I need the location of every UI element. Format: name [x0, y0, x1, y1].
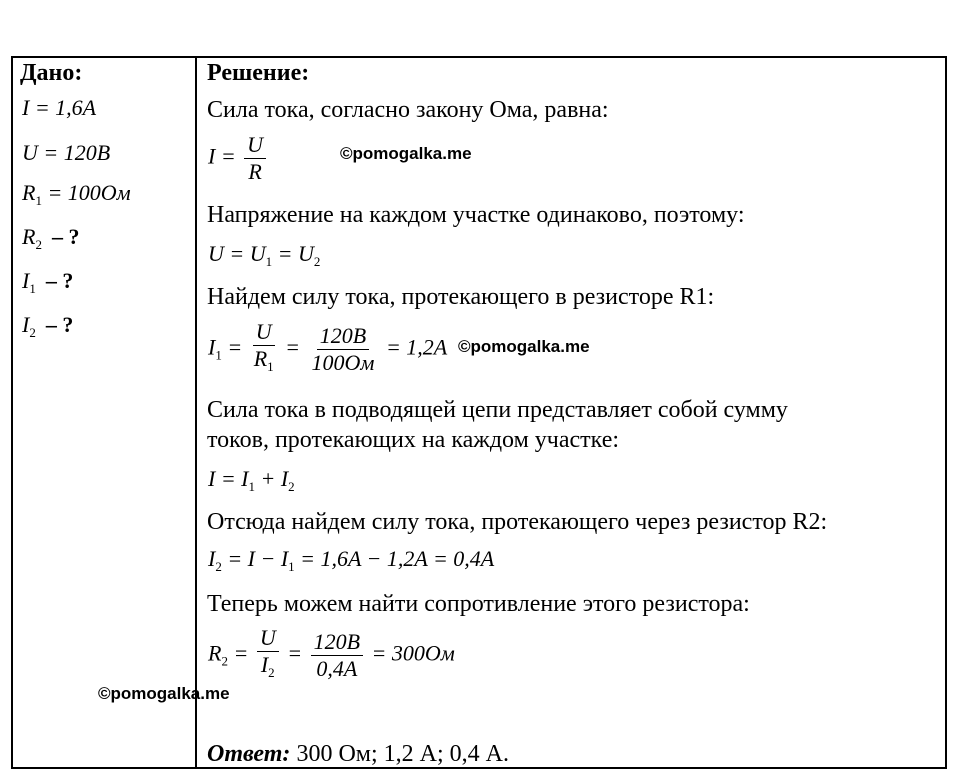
watermark-2: ©pomogalka.me [458, 337, 590, 356]
watermark-3: ©pomogalka.me [98, 684, 230, 703]
column-divider [195, 56, 197, 769]
formula-i2: $I_2 = I - I_1 = 1,6A - 1,2A = 0,4A$ [208, 546, 495, 574]
given-resistance: $R_1 = 100Ом$ [22, 180, 131, 208]
answer-line: Ответ: 300 Ом; 1,2 А; 0,4 А. [207, 741, 509, 767]
solution-title: Решение: [207, 60, 310, 86]
solution-line-4: Сила тока в подводящей цепи представляет собой сумму [207, 397, 788, 423]
solution-line-1: Сила тока, согласно закону Ома, равна: [207, 97, 609, 123]
formula-current-sum: $I = I_1 + I_2$ [208, 466, 295, 494]
given-voltage: U = 120B [22, 140, 111, 165]
formula-voltage-equal: $U = U_1 = U_2$ [208, 241, 321, 269]
given-title: Дано: [20, 60, 83, 86]
unknown-i2: $I_2$ – ? [22, 312, 74, 340]
given-current: I = 1,6A [22, 95, 97, 120]
formula-i1: $I_1$ = $\frac{U}{R_1}$ = $\frac{120B}{100Ом}$ = 1,2A [208, 319, 448, 375]
watermark-1: ©pomogalka.me [340, 144, 472, 163]
solution-line-7: Теперь можем найти сопротивление этого резистора: [207, 591, 750, 617]
solution-line-6: Отсюда найдем силу тока, протекающего через резистор R2: [207, 509, 828, 535]
solution-line-5: токов, протекающих на каждом участке: [207, 427, 620, 453]
unknown-i1: $I_1$ – ? [22, 268, 74, 296]
formula-r2: $R_2$ = $\frac{U}{I_2}$ = $\frac{120B}{0,4A}$ = 300Ом [208, 625, 455, 681]
formula-ohm-law: I = $\frac{U}{R}$ [208, 133, 269, 184]
unknown-r2: $R_2$ – ? [22, 224, 80, 252]
solution-line-2: Напряжение на каждом участке одинаково, поэтому: [207, 202, 745, 228]
solution-line-3: Найдем силу тока, протекающего в резисторе R1: [207, 284, 715, 310]
